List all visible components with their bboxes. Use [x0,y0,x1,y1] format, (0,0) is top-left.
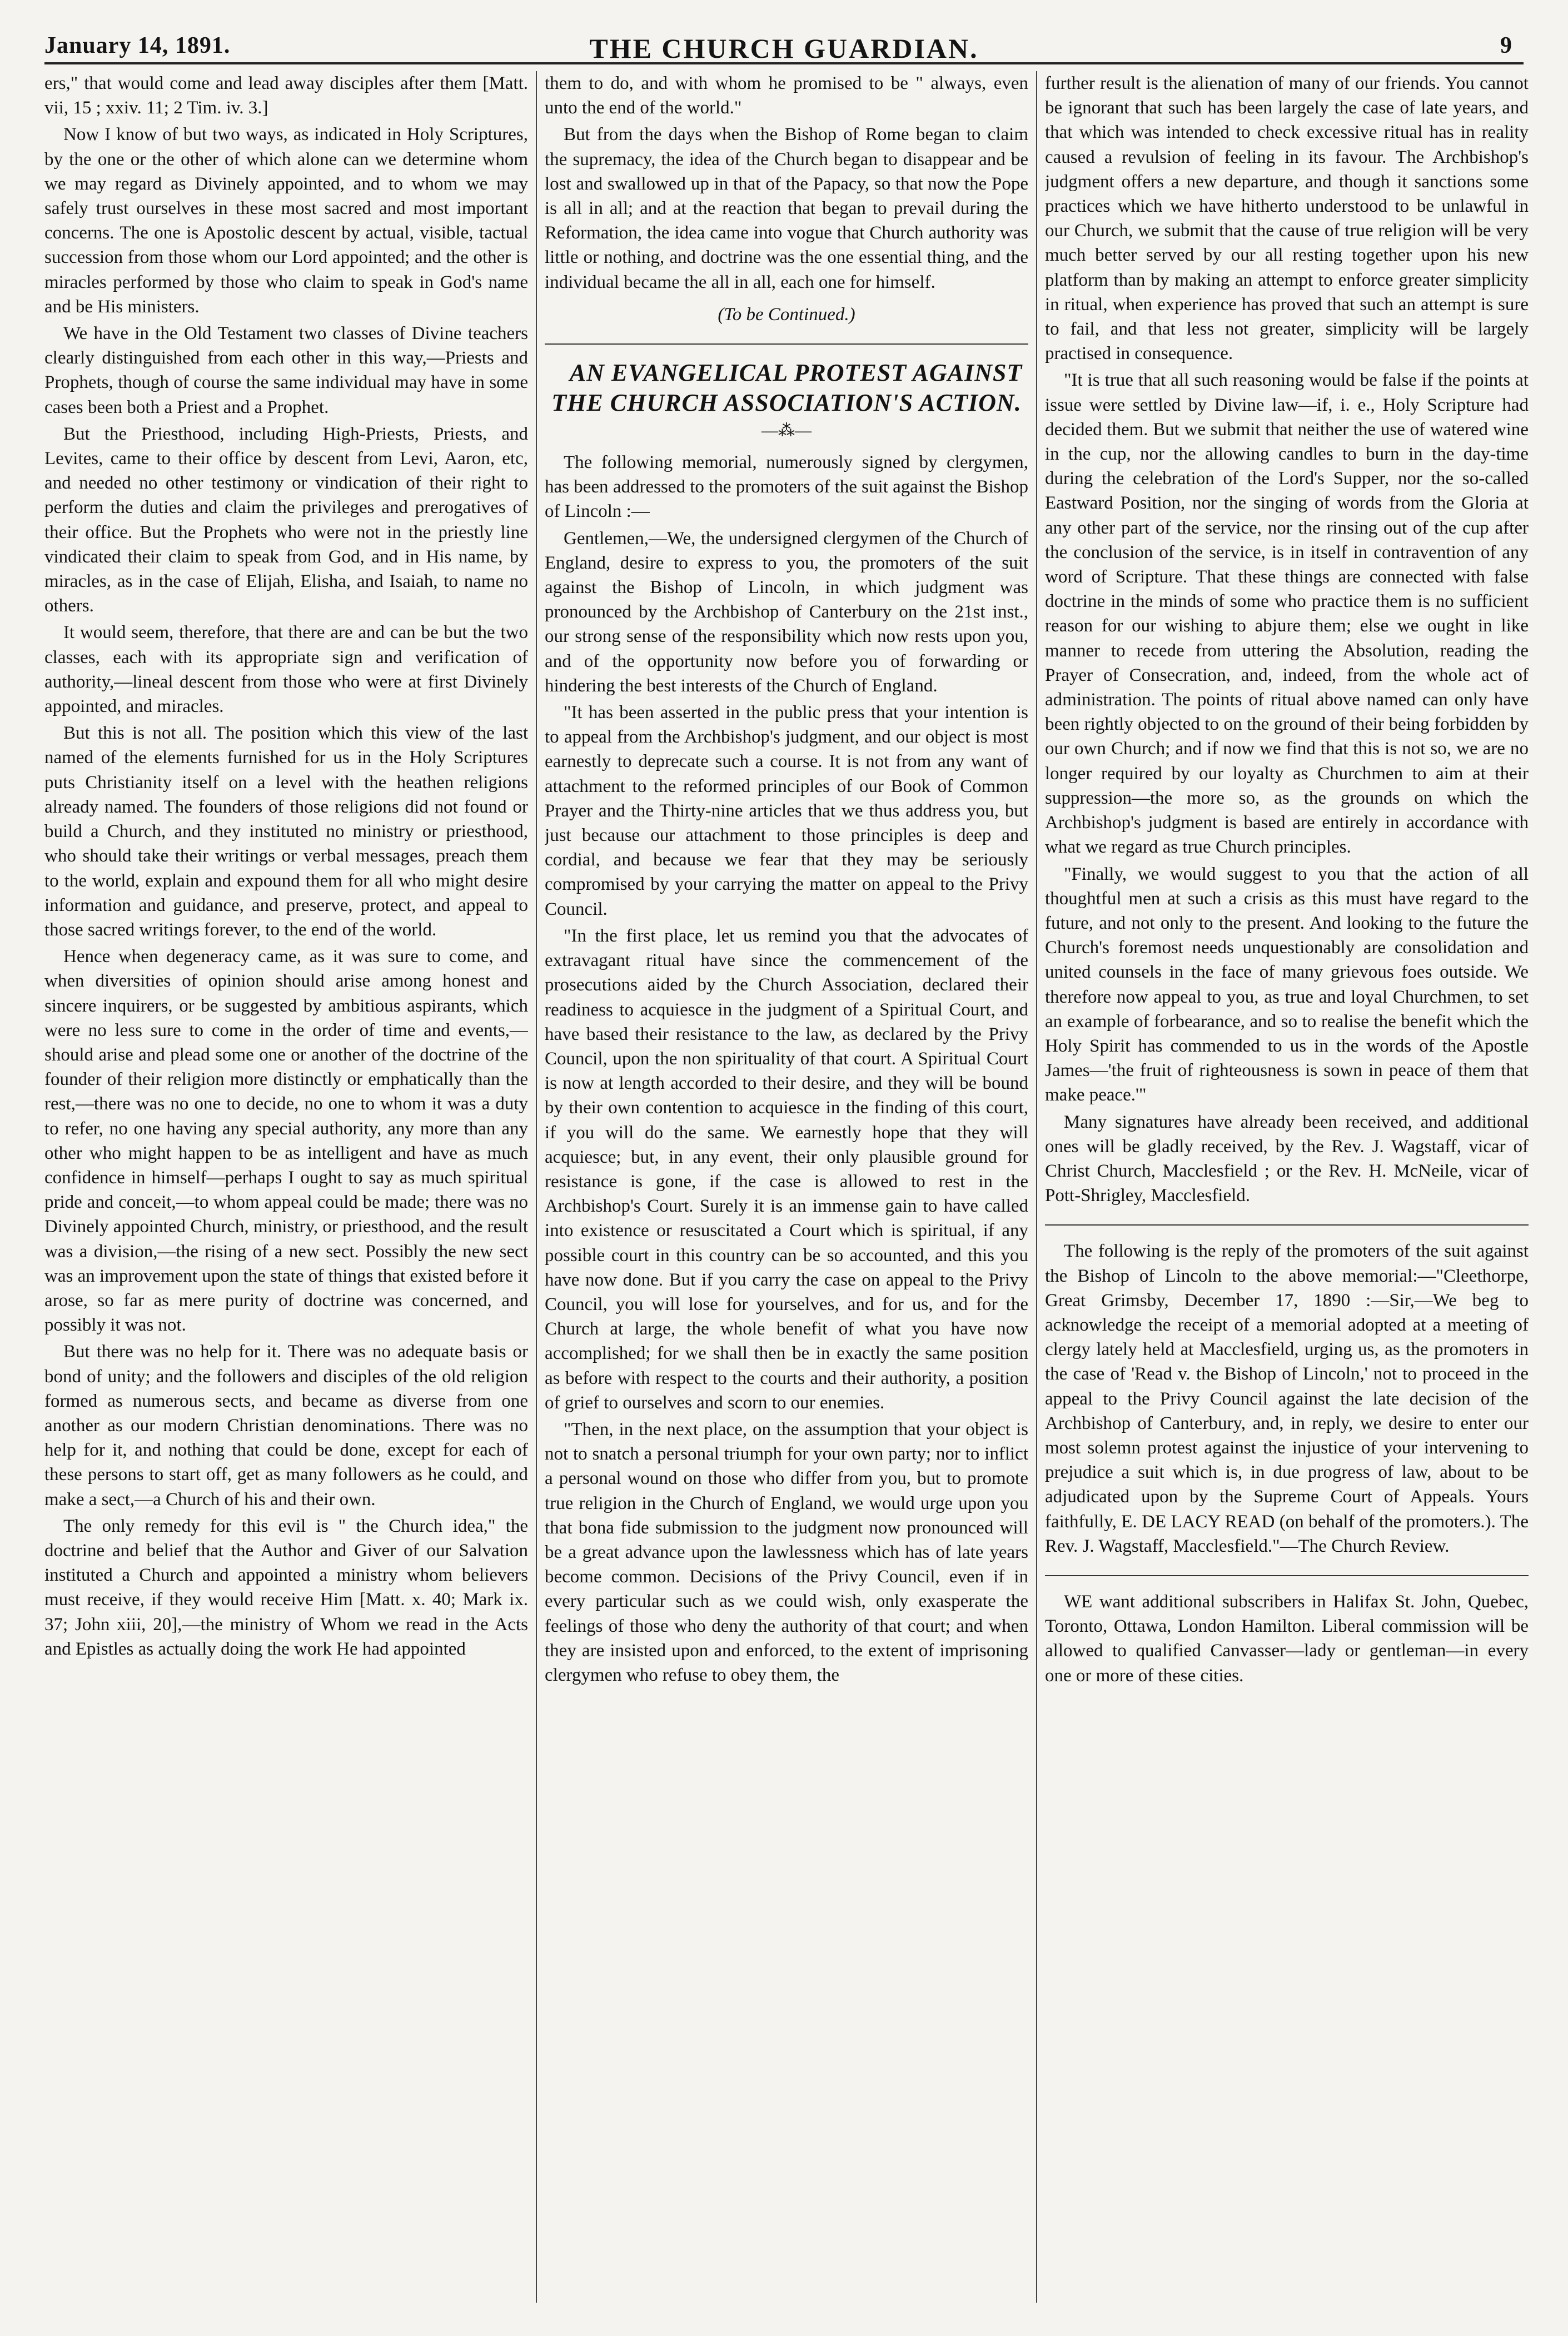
paragraph: But this is not all. The position which this view of the last named of the elements furnished for us in the Holy Scriptures puts Christianity itself on a level with the heathen religions already named. The founders of those religions did not found or build a Church, and they instituted no ministry or priesthood, who should take their writings or verbal messages, preach them to the world, explain and expound them for all who might desire information and guidance, and preserve, protect, and appeal to those sacred writings forever, to the end of the world. [44,723,528,940]
paragraph: The following memorial, numerously signed by clergymen, has been addressed to the promoters of the suit against the Bishop of Lincoln :— [545,452,1028,522]
article-heading-block [545,343,1028,439]
paragraph: Now I know of but two ways, as indicated in Holy Scriptures, by the one or the other of which alone can we determine whom we may regard as Divinely appointed, and to whom we may safely trust ourselves in these most sacred and most important concerns. The one is Apostolic descent by actual, visible, tactual succession from those whom our Lord appointed; and the other is miracles performed by those who claim to speak in God's name and be His ministers. [44,124,528,317]
paragraph: But the Priesthood, including High-Priests, Priests, and Levites, came to their office by descent from Levi, Aaron, etc, and needed no other testimony or vindication of their right to perform the duties and claim the privileges and prerogatives of their office. But the Prophets who were not in the priestly line vindicated their claim to speak from God, and in His name, by miracles, as in the case of Elijah, Elisha, and Isaiah, to name no others. [44,424,528,616]
column-rule [1036,71,1037,2303]
paragraph: Many signatures have already been received, and additional ones will be gladly received, by the Rev. J. Wagstaff, vicar of Christ Church, Macclesfield ; or the Rev. H. McNeile, vicar of Pott-Shrigley, Macclesfield. [1045,1112,1529,1206]
paragraph: further result is the alienation of many of our friends. You cannot be ignorant that such has been largely the case of late years, and that which was intended to check excessive ritual has in reality caused a revulsion of feeling in its favour. The Archbishop's judgment offers a new departure, and though it sanctions some practices which we have hitherto understood to be unlawful in our Church, we submit that the cause of true religion will be very much better served by our all resting together upon his new platform than by making an attempt to enforce greater simplicity in ritual, when experience has proved that such an attempt is sure to fail, and that less not greater, simplicity will be largely practised in consequence. [1045,73,1529,364]
paragraph: "It has been asserted in the public press that your intention is to appeal from the Archbishop's judgment, and our object is most earnestly to deprecate such a course. It is not from any want of attachment to the reformed principles of our Book of Common Prayer and the Thirty-nine articles that we thus address you, but just because our attachment to those principles is deep and cordial, and because we fear that they may be seriously compromised by your carrying the matter on appeal to the Privy Council. [545,703,1028,919]
paragraph: Gentlemen,—We, the undersigned clergymen of the Church of England, desire to express to you, the promoters of the suit against the Bishop of Lincoln, in which judgment was pronounced by the Archbishop of Canterbury on the 21st inst., our strong sense of the responsibility which now rests upon you, and of the opportunity now before you of forwarding or hindering the best interests of the Church of England. [545,528,1028,696]
paragraph: "Finally, we would suggest to you that the action of all thoughtful men at such a crisis as this must have regard to the future, and not only to the present. And looking to the future the Church's foremost needs unquestionably are consolidation and united counsels in the face of many grievous foes outside. We therefore now appeal to you, as true and loyal Churchmen, to set an example of forbearance, and so to realise the benefit which the Holy Spirit has commended to us in the words of the Apostle James—'the fruit of righteousness is sown in peace of them that make peace.'" [1045,864,1529,1105]
section-divider [1045,1224,1529,1226]
paragraph: Hence when degeneracy came, as it was sure to come, and when diversities of opinion should arise among honest and sincere inquirers, or be suggested by ambitious aspirants, which were no less sure to come in the order of time and events,—should arise and plead some one or another of the doctrine of the founder of their religion more distinctly or emphatically than the rest,—there was no one to decide, no one to whom it was a duty to refer, no one having any special authority, any more than any other who might happen to be as intelligent and have as much confidence in himself—perhaps I ought to say as much spiritual pride and conceit,—to whom appeal could be made; there was no Divinely appointed Church, ministry, or priesthood, and the result was a division,—the rising of a new sect. Possibly the new sect was an improvement upon the state of things that existed before it arose, so far as mere purity of doctrine was concerned, and possibly it was not. [44,947,528,1336]
column-rule [536,71,537,2303]
paragraph: ers," that would come and lead away disciples after them [Matt. vii, 15 ; xxiv. 11; 2 Tim. iv. 3.] [44,73,528,118]
paragraph: But there was no help for it. There was no adequate basis or bond of unity; and the followers and disciples of the old religion formed as numerous sects, and became as diverse from one another as our modern Christian denominations. There was no help for it, and nothing that could be done, except for each of these persons to start off, get as many followers as he could, and make a sect,—a Church of his and their own. [44,1342,528,1510]
paragraph: We have in the Old Testament two classes of Divine teachers clearly distinguished from each other in this way,—Priests and Prophets, though of course the same individual may have in some cases been both a Priest and a Prophet. [44,323,528,417]
page-header [44,27,1524,64]
paragraph: But from the days when the Bishop of Rome began to claim the supremacy, the idea of the Church began to disappear and be lost and swallowed up in that of the Papacy, so that now the Pope is all in all; and at the reaction that began to prevail during the Reformation, the idea came into vogue that Church authority was little or nothing, and doctrine was the one essential thing, and the individual became the all in all, each one for himself. [545,124,1028,292]
column-2 [545,71,1028,2303]
paragraph: them to do, and with whom he promised to be " always, even unto the end of the world." [545,73,1028,118]
continued-note: (To be Continued.) [718,304,855,325]
article-title: AN EVANGELICAL PROTEST AGAINST THE CHURCH ASSOCIATION'S ACTION. [551,359,1023,417]
paragraph: "In the first place, let us remind you that the advocates of extravagant ritual have since the commencement of the prosecutions aided by the Church Association, declared their readiness to acquiesce in the judgment of a Spiritual Court, and have based their resistance to the law, as declared by the Privy Council, upon the non spirituality of that court. A Spiritual Court is now at length accorded to their desire, and they will be bound by their own contention to acquiesce in the finding of this court, if you will do the same. We earnestly hope that they will acquiesce; but, in any event, their only plausible ground for resistance is gone, if the case is allowed to rest in the Archbishop's Court. Surely it is an immense gain to have called into existence or resuscitated a Court which is spiritual, if any possible court in this country can be so accounted, and this you have now done. But if you carry the case on appeal to the Privy Council, you will lose for yourselves, and for us, and for the Church at large, the whole benefit of what you have now accomplished; for we shall then be in exactly the same position as before with respect to the courts and their authority, a position of grief to ourselves and scorn to our enemies. [545,925,1028,1413]
column-3 [1045,71,1529,2303]
paragraph: It would seem, therefore, that there are and can be but the two classes, each with its appropriate sign and verification of authority,—lineal descent from those who were at first Divinely appointed, and miracles. [44,622,528,717]
section-divider [1045,1575,1529,1576]
paragraph: "It is true that all such reasoning would be false if the points at issue were settled by Divine law—if, i. e., Holy Scripture had decided them. But we submit that neither the use of watered wine in the cup, nor the allowing candles to burn in the day-time during the celebration of the Lord's Supper, nor the so-called Eastward Position, nor the singing of words from the Gloria at any other part of the service, nor the rinsing out of the cup after the conclusion of the service, is in itself in contravention of any word of Scripture. That these things are connected with false doctrine in the minds of some who practice them is no sufficient reason for our wishing to abjure them; else we ought in like manner to recede from uttering the Absolution, reading the Prayer of Consecration, and, indeed, from the whole act of administration. The points of ritual above named can only have been rightly objected to on the ground of their being forbidden by our own Church; and if now we find that this is not so, we are no longer required by our loyalty as Churchmen to aim at their suppression—the more so, as the grounds on which the Archbishop's judgment is based are entirely in accordance with what we regard as true Church principles. [1045,370,1529,858]
paragraph: The only remedy for this evil is " the Church idea," the doctrine and belief that the Author and Giver of our Salvation instituted a Church and appointed a ministry whom believers must receive, if they would receive Him [Matt. x. 40; Mark ix. 37; John xiii, 20],—the ministry of Whom we read in the Acts and Epistles as actually doing the work He had appointed [44,1516,528,1659]
issue-date: January 14, 1891. [44,33,231,58]
paragraph: "Then, in the next place, on the assumption that your object is not to snatch a personal triumph for your own party; nor to inflict a personal wound on those who differ from you, but to promote true religion in the Church of England, we would urge upon you that bona fide submission to the judgment now pronounced will be a great advance upon the lawlessness which has of late years become common. Decisions of the Privy Council, even if in every particular such as we could wish, only exasperate the feelings of those who deny the authority of that court; and when they are insisted upon and enforced, to the extent of imprisoning clergymen who refuse to obey them, the [545,1419,1028,1685]
page-number: 9 [1500,33,1512,58]
advertisement: WE want additional subscribers in Halifax St. John, Quebec, Toronto, Ottawa, London Hamilton. Liberal commission will be allowed to qualified Canvasser—lady or gentleman—in every one or more of these cities. [1045,1591,1529,1686]
masthead-title: THE CHURCH GUARDIAN. [589,33,979,64]
paragraph: The following is the reply of the promoters of the suit against the Bishop of Lincoln to the above memorial:—"Cleethorpe, Great Grimsby, December 17, 1890 :—Sir,—We beg to acknowledge the receipt of a memorial adopted at a meeting of clergy lately held at Macclesfield, urging us, as the promoters in the case of 'Read v. the Bishop of Lincoln,' not to proceed in the appeal to the Privy Council against the late decision of the Archbishop of Canterbury, and, in reply, we desire to enter our most solemn protest against the injustice of your intervening to prejudice a suit which is, in due progress of law, about to be adjudicated upon by the Supreme Court of Appeals. Yours faithfully, E. DE LACY READ (on behalf of the promoters.). The Rev. J. Wagstaff, Macclesfield."—The Church Review. [1045,1241,1529,1556]
title-ornament: —⁂— [761,421,812,440]
column-1 [44,71,528,2303]
